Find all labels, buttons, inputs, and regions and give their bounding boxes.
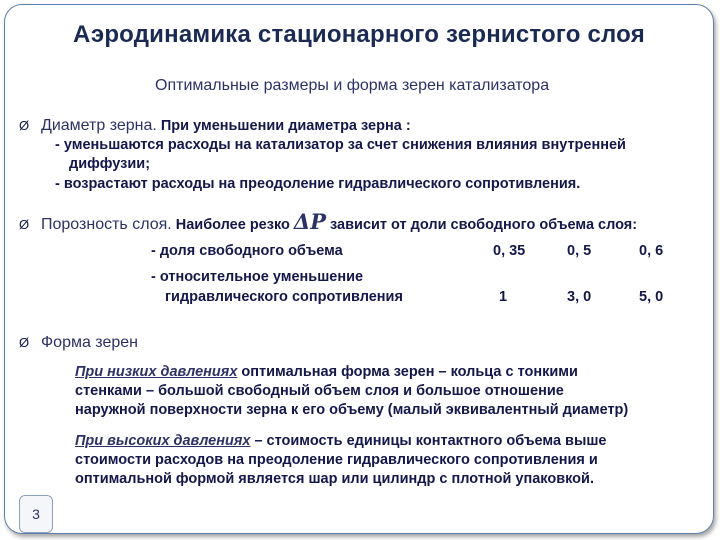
table-row2-label-cont: гидравлического сопротивления (165, 289, 403, 305)
high-pressure-line1: – стоимость единицы контактного объема выше (250, 433, 607, 449)
bullet-diameter-text: При уменьшении диаметра зерна : (156, 118, 411, 134)
table-row1-value-2: 0, 5 (567, 243, 592, 259)
slide-frame (4, 4, 714, 534)
page-number: 3 (19, 495, 53, 533)
table-row2-value-3: 5, 0 (639, 289, 664, 305)
high-pressure-line2: стоимости расходов на преодоление гидравлического сопротивления и (75, 452, 598, 468)
table-row2-label: - относительное уменьшение (151, 269, 364, 285)
arrow-bullet-icon: Ø (19, 335, 30, 350)
table-row2-value-1: 1 (499, 289, 508, 305)
bullet-shape-lead: Форма зерен (41, 334, 138, 351)
high-pressure-line3: оптимальной формой является шар или цилиндр с плотной упаковкой. (75, 471, 594, 487)
high-pressure-heading: При высоких давлениях (75, 433, 251, 449)
low-pressure-line1: оптимальная форма зерен – кольца с тонкими (237, 364, 578, 380)
table-row1-label: - доля свободного объема (151, 243, 343, 259)
diameter-sub1-cont: диффузии; (69, 156, 151, 172)
bullet-diameter (19, 117, 411, 135)
bullet-porosity (19, 209, 637, 234)
bullet-porosity-lead: Порозность слоя. (41, 216, 172, 233)
bullet-porosity-text-before: Наиболее резко (171, 217, 294, 233)
diameter-sub1: - уменьшаются расходы на катализатор за счет снижения влияния внутренней (55, 137, 626, 153)
paragraph-low-pressure (75, 363, 705, 420)
slide-subtitle: Оптимальные размеры и форма зерен катализатора (155, 77, 550, 94)
delta-p-symbol: ΔP (293, 209, 327, 234)
diameter-sub2: - возрастают расходы на преодоление гидравлического сопротивления. (55, 176, 581, 192)
bullet-diameter-lead: Диаметр зерна. (41, 117, 157, 134)
low-pressure-heading: При низких давлениях (75, 364, 238, 380)
arrow-bullet-icon: Ø (19, 118, 30, 133)
arrow-bullet-icon: Ø (19, 217, 30, 232)
bullet-porosity-text-after: зависит от доли свободного объема слоя: (326, 217, 638, 233)
table-row2-value-2: 3, 0 (567, 289, 592, 305)
paragraph-high-pressure (75, 432, 705, 489)
table-row1-value-1: 0, 35 (493, 243, 526, 259)
table-row1-value-3: 0, 6 (639, 243, 664, 259)
slide-title: Аэродинамика стационарного зернистого слоя (73, 21, 645, 48)
low-pressure-line3: наружной поверхности зерна к его объему (малый эквивалентный диаметр) (75, 402, 629, 418)
bullet-shape (19, 334, 138, 352)
low-pressure-line2: стенками – большой свободный объем слоя и большое отношение (75, 383, 564, 399)
